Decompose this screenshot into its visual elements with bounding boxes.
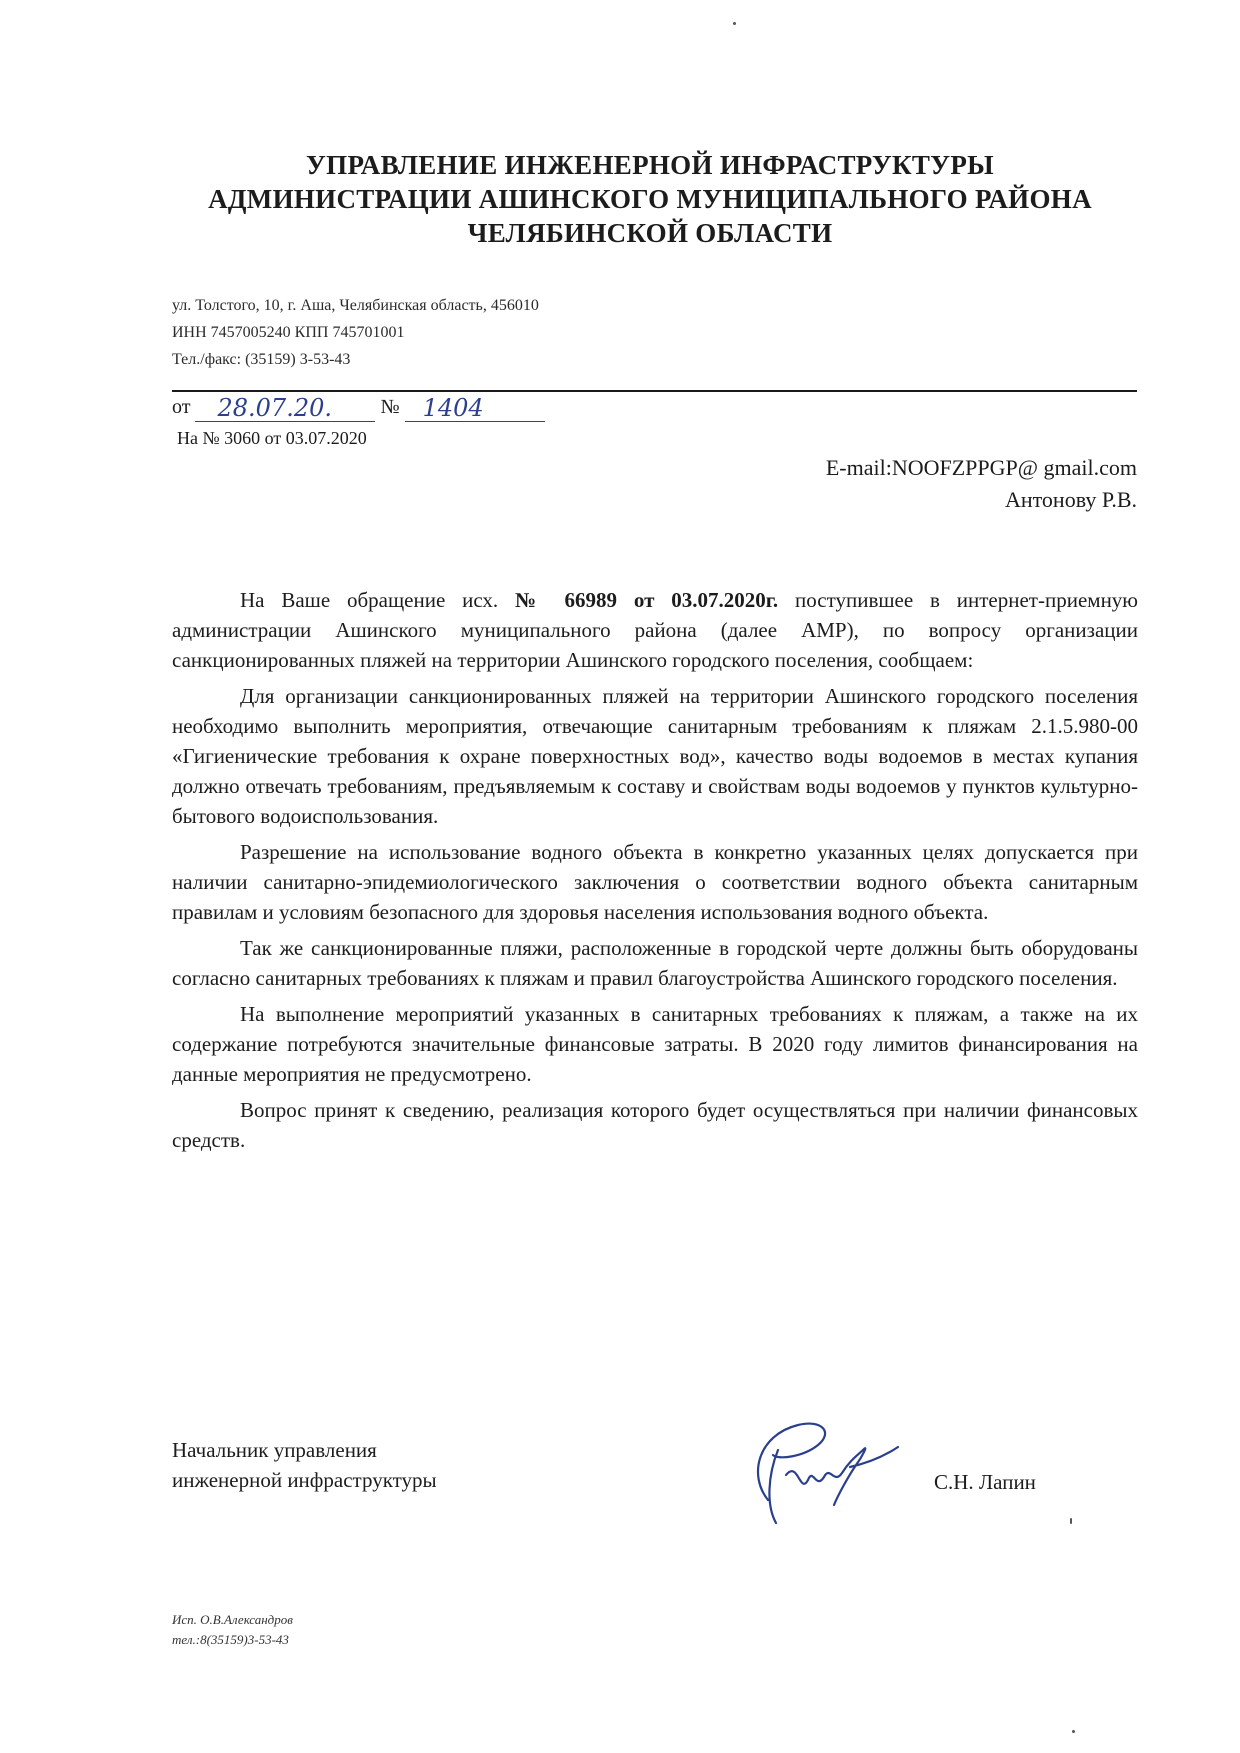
scan-speck xyxy=(733,22,736,25)
body-p1-start: На Ваше обращение исх. xyxy=(240,588,515,612)
recipient-block xyxy=(826,452,1137,516)
scan-speck xyxy=(1070,1518,1072,1524)
org-requisites xyxy=(172,292,539,373)
handwritten-date: 28.07.20. xyxy=(195,396,375,422)
org-phone: Тел./факс: (35159) 3-53-43 xyxy=(172,351,351,368)
body-paragraph xyxy=(172,585,1138,675)
executor-name: Исп. О.В.Александров xyxy=(172,1612,293,1627)
recipient-email: E-mail:NOOFZPPGP@ gmail.com xyxy=(825,455,1137,480)
org-heading-line3: ЧЕЛЯБИНСКОЙ ОБЛАСТИ xyxy=(467,218,833,248)
org-heading-line2: АДМИНИСТРАЦИИ АШИНСКОГО МУНИЦИПАЛЬНОГО РАЙОНА xyxy=(208,184,1092,214)
executor-phone: тел.:8(35159)3-53-43 xyxy=(172,1632,289,1647)
outgoing-reference xyxy=(172,392,545,422)
body-paragraph: Разрешение на использование водного объекта в конкретно указанных целях допускается при наличии санитарно-эпидемиологического заключения о соответствии водного объекта санитарным правилам и условиям безопасного для здоровья населения использования водного объекта. xyxy=(172,840,1138,924)
body-p1-end: поступившее в интернет-приемную администрации Ашинского муниципального района (далее АМР), по вопросу организации санкционированных пляжей на территории Ашинского городского поселения, сообщаем: xyxy=(172,588,1138,672)
org-heading-line1: УПРАВЛЕНИЕ ИНЖЕНЕРНОЙ ИНФРАСТРУКТУРЫ xyxy=(306,150,994,180)
recipient-name: Антонову Р.В. xyxy=(1004,487,1137,512)
body-paragraph: Для организации санкционированных пляжей на территории Ашинского городского поселения необходимо выполнить мероприятия, отвечающие санитарным требованиям к пляжам 2.1.5.980-00 «Гигиенические требования к охране поверхностных вод», качество воды водоемов в местах купания должно отвечать требованиям, предъявляемым к составу и свойствам воды водоемов у пунктов культурно-бытового водоиспользования. xyxy=(172,684,1138,828)
number-label: № xyxy=(380,396,400,418)
body-paragraph: Вопрос принят к сведению, реализация которого будет осуществляться при наличии финансовых средств. xyxy=(172,1098,1138,1152)
signer-title-line2: инженерной инфраструктуры xyxy=(172,1468,437,1492)
signer-title-line1: Начальник управления xyxy=(172,1438,377,1462)
signer-name: С.Н. Лапин xyxy=(934,1470,1036,1494)
reply-reference: На № 3060 от 03.07.2020 xyxy=(177,428,367,448)
executor-info xyxy=(172,1610,293,1650)
signer-title xyxy=(172,1435,437,1495)
org-heading xyxy=(0,148,1240,250)
handwritten-number: 1404 xyxy=(405,396,545,422)
date-label: от xyxy=(172,396,191,418)
scan-speck xyxy=(1072,1730,1075,1733)
body-paragraph: Так же санкционированные пляжи, расположенные в городской черте должны быть оборудованы согласно санитарных требованиях к пляжам и правил благоустройства Ашинского городского поселения. xyxy=(172,936,1138,990)
handwritten-signature xyxy=(738,1405,908,1535)
org-address: ул. Толстого, 10, г. Аша, Челябинская область, 456010 xyxy=(172,297,539,314)
body-paragraph: На выполнение мероприятий указанных в санитарных требованиях к пляжам, а также на их содержание потребуются значительные финансовые затраты. В 2020 году лимитов финансирования на данные мероприятия не предусмотрено. xyxy=(172,1002,1138,1086)
org-inn-kpp: ИНН 7457005240 КПП 745701001 xyxy=(172,324,405,341)
letter-body xyxy=(172,585,1138,1161)
request-reference: № 66989 от 03.07.2020г. xyxy=(514,588,779,612)
